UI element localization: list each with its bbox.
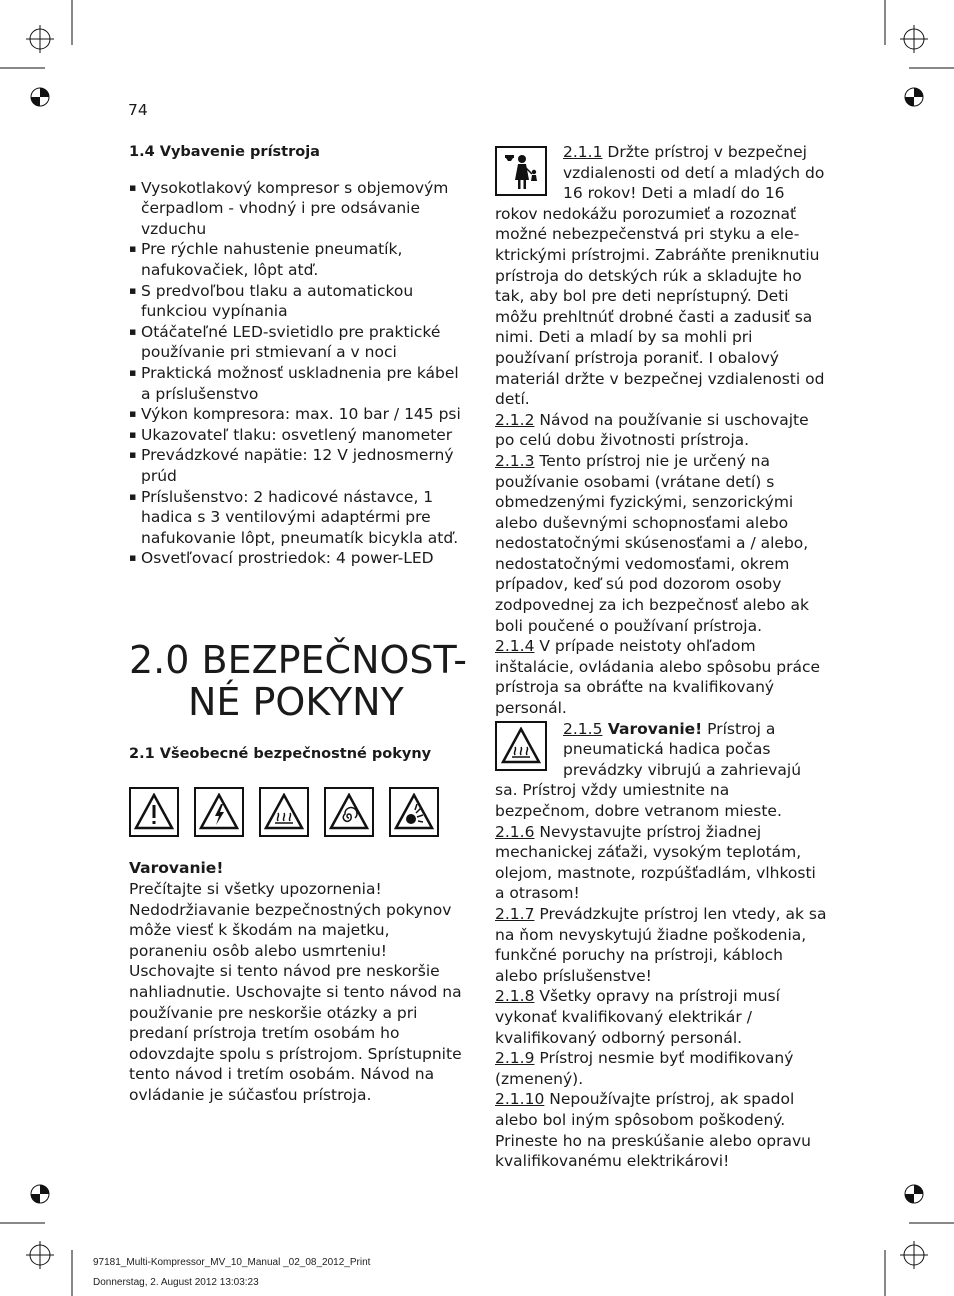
- right-column: [495, 142, 827, 1172]
- chapter-title-line2: NÉ POKYNY: [188, 679, 404, 724]
- section-number: 2.1.7: [495, 904, 535, 923]
- hot-surface-icon: [259, 787, 309, 837]
- section-number: 2.1.2: [495, 410, 535, 429]
- section-number: 2.1.5: [563, 719, 603, 738]
- list-item: ▪ Pre rýchle nahustenie pneumatík, nafukovačiek, lôpt atď.: [129, 239, 469, 280]
- list-item: ▪ Príslušenstvo: 2 hadicové nástavce, 1 hadica s 3 ventilovými adaptérmi pre nafukovanie lôpt, pneumatík bicykla atď.: [129, 487, 469, 549]
- list-item: ▪ Praktická možnosť uskladnenia pre kábel a príslušenstvo: [129, 363, 469, 404]
- left-column: [129, 142, 469, 1106]
- section-number: 2.1.9: [495, 1049, 535, 1068]
- paragraph-2-1-6: [495, 822, 827, 904]
- list-item: ▪ Otáčateľné LED-svietidlo pre praktické používanie pri stmievaní a v noci: [129, 322, 469, 363]
- page-number: 74: [128, 101, 148, 119]
- paragraph-2-1-2: [495, 410, 827, 451]
- section-number: 2.1.3: [495, 451, 535, 470]
- paragraph-text: Prístroj a pneumatická hadica počas prevádzky vibrujú a zahrievajú sa. Prístroj vždy umiestnite na bezpečnom, dobre vetranom mieste.: [495, 719, 802, 820]
- child-warning-icon: [495, 146, 547, 196]
- hazard-icons: [129, 787, 469, 837]
- print-timestamp: Donnerstag, 2. August 2012 13:03:23: [93, 1277, 259, 1288]
- paragraph-text: Držte prístroj v bezpečnej vzdialenosti od detí a mladých do 16 rokov! Deti a mladí do 16 rokov nedokážu porozumieť a rozoznať možné nebezpečenstvá pri styku a ele-ktrickými prístrojmi. Zabráňte preniknutiu prístroja do detských rúk a skladujte ho tak, aby bol pre deti neprístupný. Deti môžu prehltnúť drobné časti a zadusiť sa nimi. Deti a mladí by sa mohli pri používaní prístroja poraniť. I obalový materiál držte v bezpečnej vzdialenosti od detí.: [495, 143, 825, 409]
- list-item: ▪ Ukazovateľ tlaku: osvetlený manometer: [129, 425, 469, 446]
- list-item: ▪ S predvoľbou tlaku a automatickou funkciou vypínania: [129, 281, 469, 322]
- section-heading-2-1: 2.1 Všeobecné bezpečnostné pokyny: [129, 745, 432, 762]
- print-file-name: 97181_Multi-Kompressor_MV_10_Manual _02_08_2012_Print: [93, 1257, 371, 1268]
- paragraph-2-1-10: [495, 1089, 827, 1171]
- section-number: 2.1.6: [495, 822, 535, 841]
- paragraph-2-1-4: [495, 636, 827, 718]
- hot-surface-icon: [495, 721, 547, 771]
- paragraph-2-1-1: [495, 142, 827, 410]
- paragraph-text: Tento prístroj nie je určený na používanie osobami (vrátane detí) s obmedzenými fyzickými, senzorickými alebo duševnými schopnosťami alebo nedostatočnými skúsenosťami a / alebo, nedostatočnými vedomosťami, okrem prípadov, keď sú pod dozorom osoby zodpovednej za ich bezpečnosť alebo ak boli poučené o používaní prístroja.: [495, 451, 809, 635]
- list-item: ▪ Vysokotlakový kompresor s objemovým čerpadlom - vhodný i pre odsávanie vzduchu: [129, 178, 469, 240]
- burst-hazard-icon: [389, 787, 439, 837]
- equipment-list: [129, 178, 469, 569]
- list-item: ▪ Prevádzkové napätie: 12 V jednosmerný prúd: [129, 445, 469, 486]
- paragraph-text: Prevádzkujte prístroj len vtedy, ak sa na ňom nevyskytujú žiadne poškodenia, funkčné poruchy na prístroji, kábloch alebo príslušenstve!: [495, 904, 827, 985]
- paragraph-text: Prístroj nesmie byť modifikovaný (zmenený).: [495, 1049, 794, 1088]
- paragraph-2-1-9: [495, 1048, 827, 1089]
- paragraph-2-1-7: [495, 904, 827, 986]
- list-item: ▪ Osvetľovací prostriedok: 4 power-LED: [129, 548, 469, 569]
- chapter-title-line1: 2.0 BEZPEČNOST-: [129, 637, 467, 682]
- rotating-parts-icon: [324, 787, 374, 837]
- paragraph-2-1-5: [495, 719, 827, 822]
- paragraph-text: Nevystavujte prístroj žiadnej mechanickej záťaži, vysokým teplotám, olejom, mastnote, rozpúšťadlám, vlhkosti a otrasom!: [495, 822, 816, 903]
- paragraph-2-1-3: [495, 451, 827, 636]
- warning-triangle-icon: [129, 787, 179, 837]
- warning-heading: Varovanie!: [129, 859, 224, 878]
- section-number: 2.1.10: [495, 1090, 545, 1109]
- section-number: 2.1.8: [495, 987, 535, 1006]
- paragraph-text: Nepoužívajte prístroj, ak spadol alebo bol iným spôsobom poškodený. Prineste ho na preskúšanie alebo opravu kvalifikovanému elektrikárovi!: [495, 1090, 811, 1171]
- chapter-title: [129, 639, 469, 723]
- paragraph-text: Všetky opravy na prístroji musí vykonať kvalifikovaný elektrikár / kvalifikovaný odborný personál.: [495, 987, 780, 1047]
- paragraph-2-1-8: [495, 986, 827, 1048]
- section-number: 2.1.4: [495, 637, 535, 656]
- warning-text: Prečítajte si všetky upozornenia! Nedodržiavanie bezpečnostných pokynov môže viesť k škodám na majetku, poraneniu osôb alebo usmrteniu! Uschovajte si tento návod pre neskoršie nahliadnutie. Uschovajte si tento návod na používanie pre neskoršie otázky a pri predaní prístroja tretím osobám ho odovzdajte spolu s prístrojom. Sprístupnite tento návod i tretím osobám. Návod na ovládanie je súčasťou prístroja.: [129, 880, 462, 1104]
- electric-shock-icon: [194, 787, 244, 837]
- list-item: ▪ Výkon kompresora: max. 10 bar / 145 psi: [129, 404, 469, 425]
- section-heading-1-4: 1.4 Vybavenie prístroja: [129, 144, 320, 160]
- paragraph-text: V prípade neistoty ohľadom inštalácie, ovládania alebo spôsobu práce prístroja sa obráťte na kvalifikovaný personál.: [495, 637, 821, 718]
- section-number: 2.1.1: [563, 143, 603, 161]
- paragraph-text: Návod na používanie si uschovajte po celú dobu životnosti prístroja.: [495, 410, 809, 450]
- warning-label: Varovanie!: [602, 719, 703, 738]
